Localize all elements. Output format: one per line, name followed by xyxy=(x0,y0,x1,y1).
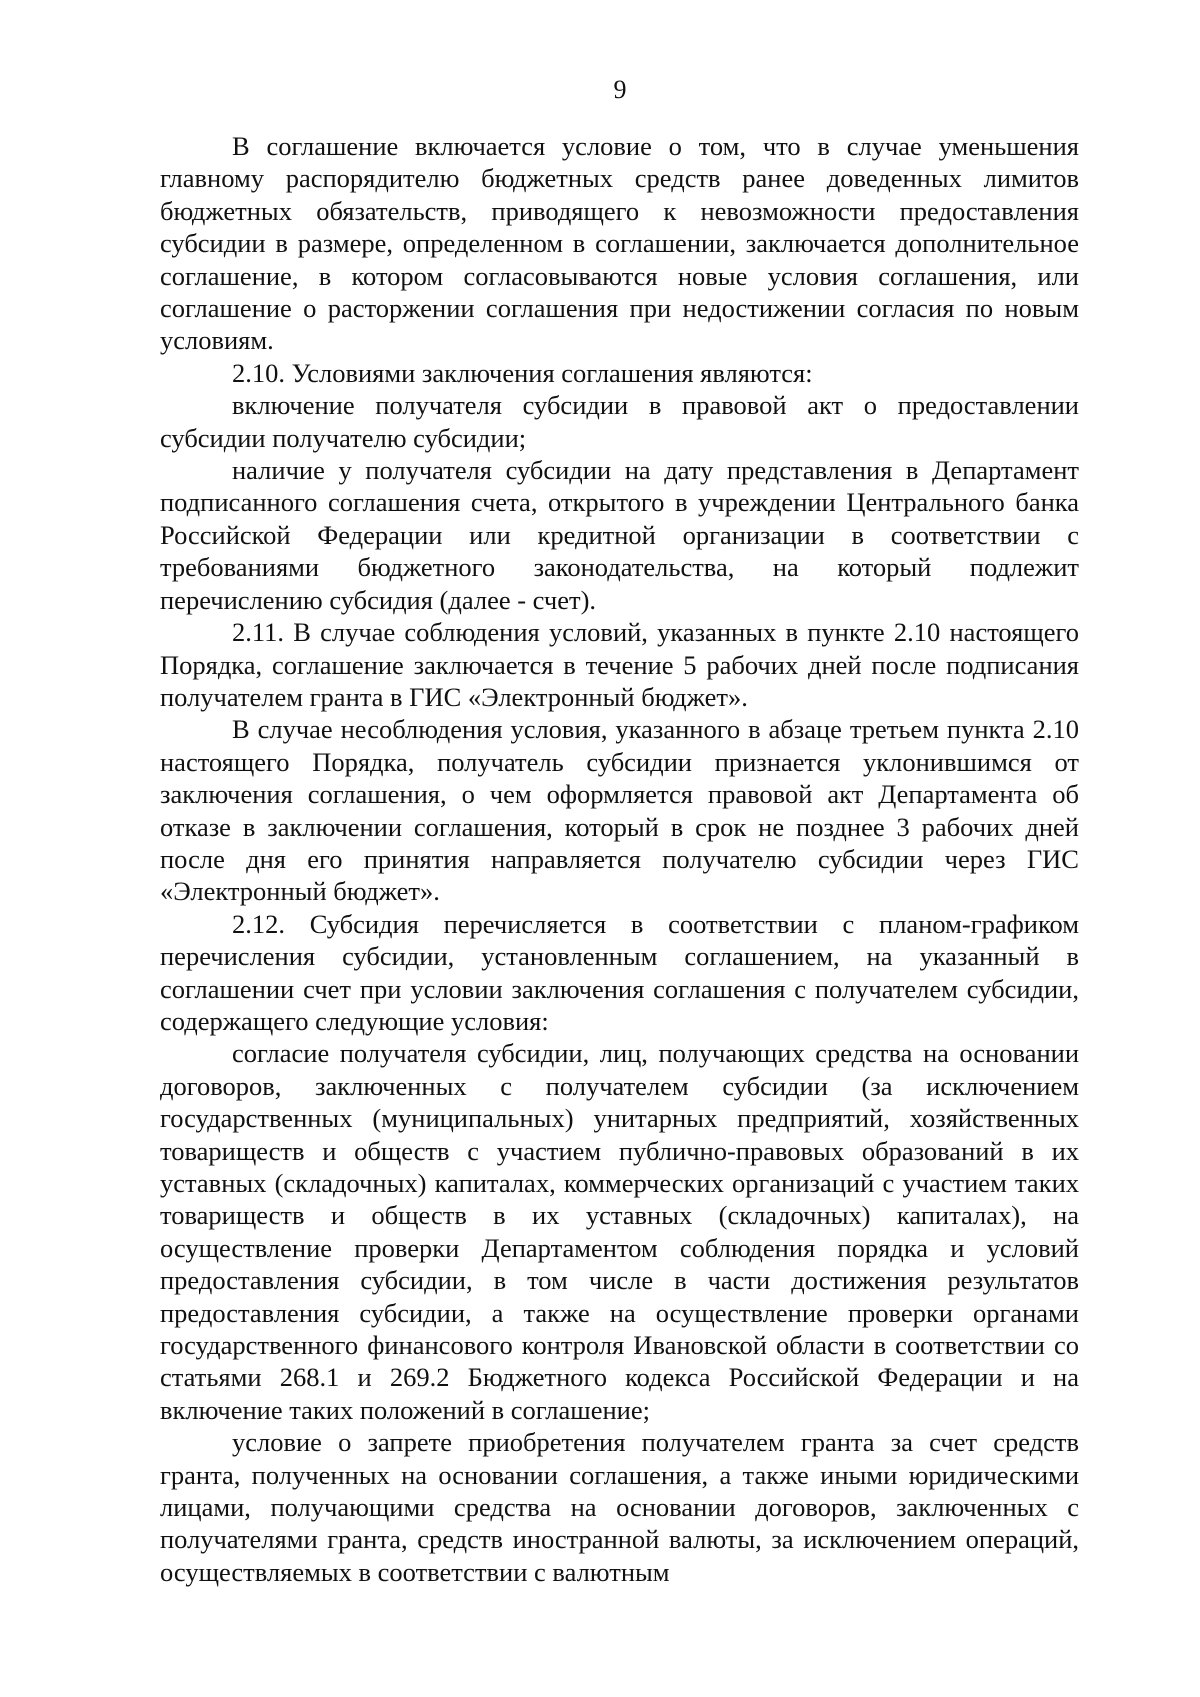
paragraph-2-10-account: наличие у получателя субсидии на дату представления в Департамент подписанного соглашения счета, открытого в учреждении Центрального банка Российской Федерации или кредитной организации в соответствии с требованиями бюджетного законодательства, на который подлежит перечислению субсидия (далее - счет). xyxy=(160,455,1079,615)
document-body xyxy=(160,130,1079,1588)
paragraph-2-11-noncompliance: В случае несоблюдения условия, указанного в абзаце третьем пункта 2.10 настоящего Порядка, получатель субсидии признается уклонившимся от заключения соглашения, о чем оформляется правовой акт Департамента об отказе в заключении соглашения, который в срок не позднее 3 рабочих дней после дня его принятия направляется получателю субсидии через ГИС «Электронный бюджет». xyxy=(160,714,1079,907)
paragraph-2-12-consent: согласие получателя субсидии, лиц, получающих средства на основании договоров, заключенных с получателем субсидии (за исключением государственных (муниципальных) унитарных предприятий, хозяйственных товариществ и обществ с участием публично-правовых образований в их уставных (складочных) капиталах, коммерческих организаций с участием таких товариществ и обществ в их уставных (складочных) капиталах), на осуществление проверки Департаментом соблюдения порядка и условий предоставления субсидии, в том числе в части достижения результатов предоставления субсидии, а также на осуществление проверки органами государственного финансового контроля Ивановской области в соответствии со статьями 268.1 и 269.2 Бюджетного кодекса Российской Федерации и на включение таких положений в соглашение; xyxy=(160,1038,1079,1425)
paragraph-2-12: 2.12. Субсидия перечисляется в соответствии с планом-графиком перечисления субсидии, установленным соглашением, на указанный в соглашении счет при условии заключения соглашения с получателем субсидии, содержащего следующие условия: xyxy=(160,908,1079,1036)
paragraph-2-10-inclusion: включение получателя субсидии в правовой акт о предоставлении субсидии получателю субсидии; xyxy=(160,390,1079,453)
page-number: 9 xyxy=(613,75,627,104)
paragraph-2-10-heading: 2.10. Условиями заключения соглашения являются: xyxy=(232,357,813,388)
paragraph-agreement-reduction-condition: В соглашение включается условие о том, что в случае уменьшения главному распорядителю бюджетных средств ранее доведенных лимитов бюджетных обязательств, приводящего к невозможности предоставления субсидии в размере, определенном в соглашении, заключается дополнительное соглашение, в котором согласовываются новые условия соглашения, или соглашение о расторжении соглашения при недостижении согласия по новым условиям. xyxy=(160,131,1079,356)
paragraph-2-11: 2.11. В случае соблюдения условий, указанных в пункте 2.10 настоящего Порядка, соглашение заключается в течение 5 рабочих дней после подписания получателем гранта в ГИС «Электронный бюджет». xyxy=(160,617,1079,712)
paragraph-2-12-currency-prohibition: условие о запрете приобретения получателем гранта за счет средств гранта, полученных на основании соглашения, а также иными юридическими лицами, получающими средства на основании договоров, заключенных с получателями гранта, средств иностранной валюты, за исключением операций, осуществляемых в соответствии с валютным xyxy=(160,1427,1079,1587)
